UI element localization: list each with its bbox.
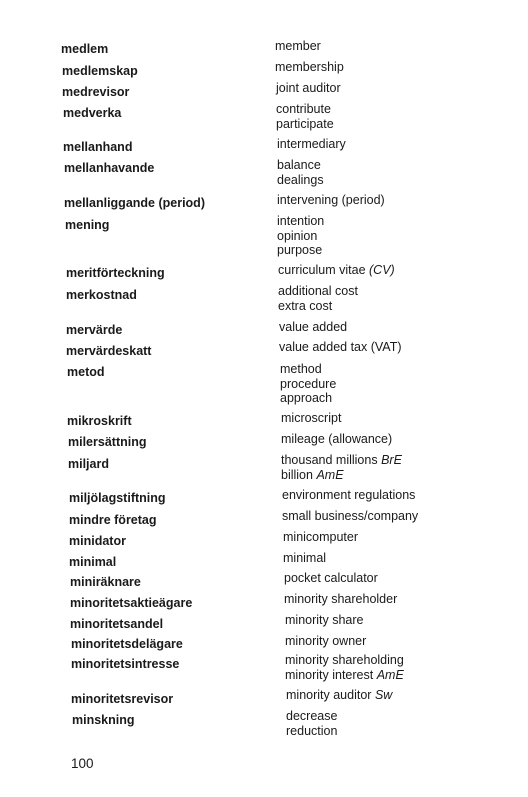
translation-text: pocket calculator bbox=[284, 571, 378, 585]
translation-line bbox=[278, 284, 358, 299]
translation-line bbox=[276, 81, 341, 96]
translation-line bbox=[285, 668, 404, 683]
translation-line bbox=[283, 530, 358, 545]
entry-term: medverka bbox=[63, 106, 122, 120]
translation-text: thousand millions bbox=[281, 453, 382, 467]
translation-line bbox=[277, 158, 324, 173]
entry-term: miniräknare bbox=[70, 575, 141, 589]
entry-translation bbox=[276, 102, 334, 131]
translation-line bbox=[280, 391, 336, 406]
entry-translation bbox=[285, 634, 366, 649]
translation-line bbox=[285, 653, 404, 668]
translation-text: approach bbox=[280, 391, 333, 405]
entry-translation bbox=[276, 81, 341, 96]
translation-line bbox=[281, 468, 402, 483]
translation-text: reduction bbox=[286, 723, 338, 738]
translation-line bbox=[286, 724, 337, 739]
translation-text: purpose bbox=[277, 243, 323, 257]
translation-line bbox=[282, 509, 418, 524]
translation-text: minicomputer bbox=[283, 530, 359, 544]
entry-term: miljölagstiftning bbox=[69, 491, 166, 505]
translation-text: membership bbox=[275, 60, 344, 74]
translation-text: minority owner bbox=[285, 634, 367, 648]
translation-text: member bbox=[275, 39, 321, 53]
entry-translation bbox=[275, 60, 344, 75]
entry-term: mikroskrift bbox=[67, 414, 132, 428]
translation-text: intermediary bbox=[277, 137, 346, 151]
usage-tag: (CV) bbox=[369, 263, 395, 277]
entry-translation bbox=[280, 362, 336, 406]
entry-term: mervärdeskatt bbox=[66, 344, 152, 358]
entry-term: minskning bbox=[72, 713, 135, 727]
entry-translation bbox=[281, 411, 341, 426]
usage-tag: AmE bbox=[376, 667, 404, 682]
translation-line bbox=[276, 117, 334, 132]
entry-translation bbox=[281, 453, 402, 482]
translation-line bbox=[277, 243, 324, 258]
translation-text: dealings bbox=[277, 172, 324, 187]
entry-translation bbox=[277, 158, 324, 187]
translation-line bbox=[282, 488, 415, 503]
translation-line bbox=[277, 173, 324, 188]
translation-line bbox=[284, 571, 378, 586]
translation-line bbox=[277, 214, 324, 229]
entry-term: medrevisor bbox=[62, 85, 130, 99]
entry-term: minoritetsdelägare bbox=[71, 637, 183, 651]
usage-tag: BrE bbox=[381, 453, 402, 467]
translation-text: billion bbox=[281, 467, 317, 482]
translation-text: intention bbox=[277, 214, 325, 228]
entry-translation bbox=[277, 137, 346, 152]
entry-term: mindre företag bbox=[69, 513, 157, 527]
translation-text: additional cost bbox=[278, 284, 358, 298]
translation-line bbox=[279, 340, 402, 355]
entry-translation bbox=[278, 284, 358, 313]
translation-text: method bbox=[280, 362, 322, 376]
entry-translation bbox=[279, 340, 402, 355]
entry-translation bbox=[286, 709, 337, 738]
entry-translation bbox=[282, 488, 415, 503]
translation-line bbox=[276, 102, 334, 117]
entry-translation bbox=[275, 39, 321, 54]
translation-text: microscript bbox=[281, 411, 342, 425]
entry-term: minoritetsintresse bbox=[71, 657, 180, 671]
entry-translation bbox=[278, 263, 395, 278]
translation-line bbox=[277, 229, 324, 244]
entry-term: minoritetsrevisor bbox=[71, 692, 174, 706]
translation-text: environment regulations bbox=[282, 488, 416, 502]
entry-term: meritförteckning bbox=[66, 266, 165, 280]
translation-text: contribute bbox=[276, 102, 331, 116]
entry-term: minoritetsaktieägare bbox=[70, 596, 193, 610]
entry-term: mellanliggande (period) bbox=[64, 196, 205, 210]
translation-text: balance bbox=[277, 158, 321, 172]
entry-term: mellanhand bbox=[63, 140, 133, 154]
translation-text: value added bbox=[279, 320, 348, 334]
entry-translation bbox=[277, 214, 324, 258]
entry-translation bbox=[286, 688, 392, 703]
entry-term: miljard bbox=[68, 457, 109, 471]
translation-text: procedure bbox=[280, 376, 337, 391]
translation-text: opinion bbox=[277, 228, 318, 243]
entry-translation bbox=[279, 320, 347, 335]
entry-term: medlem bbox=[61, 42, 109, 56]
entry-term: medlemskap bbox=[62, 64, 138, 78]
translation-line bbox=[281, 432, 392, 447]
translation-line bbox=[281, 453, 402, 468]
translation-text: participate bbox=[276, 116, 334, 131]
translation-line bbox=[280, 377, 336, 392]
translation-line bbox=[284, 592, 397, 607]
entry-term: mervärde bbox=[66, 323, 123, 337]
translation-text: curriculum vitae bbox=[278, 263, 369, 277]
entry-translation bbox=[282, 509, 418, 524]
translation-text: intervening (period) bbox=[277, 193, 385, 207]
translation-line bbox=[278, 299, 358, 314]
translation-line bbox=[279, 320, 347, 335]
entry-term: minoritetsandel bbox=[70, 617, 164, 631]
translation-text: small business/company bbox=[282, 509, 419, 523]
translation-line bbox=[286, 688, 392, 703]
translation-line bbox=[277, 137, 346, 152]
translation-text: joint auditor bbox=[276, 81, 341, 95]
translation-line bbox=[275, 39, 321, 54]
entry-term: minimal bbox=[69, 555, 117, 569]
entry-term: mening bbox=[65, 218, 110, 232]
entry-term: minidator bbox=[69, 534, 126, 548]
page-number: 100 bbox=[71, 756, 94, 771]
entry-translation bbox=[284, 571, 378, 586]
entry-translation bbox=[277, 193, 385, 208]
entry-term: merkostnad bbox=[66, 288, 137, 302]
translation-line bbox=[285, 613, 364, 628]
translation-text: decrease bbox=[286, 709, 338, 723]
translation-line bbox=[286, 709, 337, 724]
translation-text: minority shareholding bbox=[285, 653, 404, 667]
translation-line bbox=[283, 551, 326, 566]
entry-term: milersättning bbox=[68, 435, 147, 449]
entry-term: mellanhavande bbox=[64, 161, 155, 175]
translation-line bbox=[280, 362, 336, 377]
translation-line bbox=[281, 411, 341, 426]
translation-line bbox=[277, 193, 385, 208]
translation-text: minority interest bbox=[285, 667, 377, 682]
usage-tag: AmE bbox=[316, 467, 344, 482]
entry-translation bbox=[283, 551, 326, 566]
entry-translation bbox=[283, 530, 358, 545]
translation-text: minimal bbox=[283, 551, 327, 565]
translation-text: value added tax (VAT) bbox=[279, 340, 402, 354]
translation-line bbox=[285, 634, 366, 649]
usage-tag: Sw bbox=[374, 688, 393, 702]
translation-text: extra cost bbox=[278, 298, 333, 313]
entry-translation bbox=[284, 592, 397, 607]
entry-translation bbox=[285, 613, 364, 628]
translation-text: minority shareholder bbox=[284, 592, 398, 606]
entry-term: metod bbox=[67, 365, 105, 379]
translation-text: mileage (allowance) bbox=[281, 432, 393, 446]
translation-text: minority share bbox=[285, 613, 364, 627]
entry-translation bbox=[281, 432, 392, 447]
translation-text: minority auditor bbox=[286, 688, 375, 702]
translation-line bbox=[278, 263, 395, 278]
translation-line bbox=[275, 60, 344, 75]
entry-translation bbox=[285, 653, 404, 682]
